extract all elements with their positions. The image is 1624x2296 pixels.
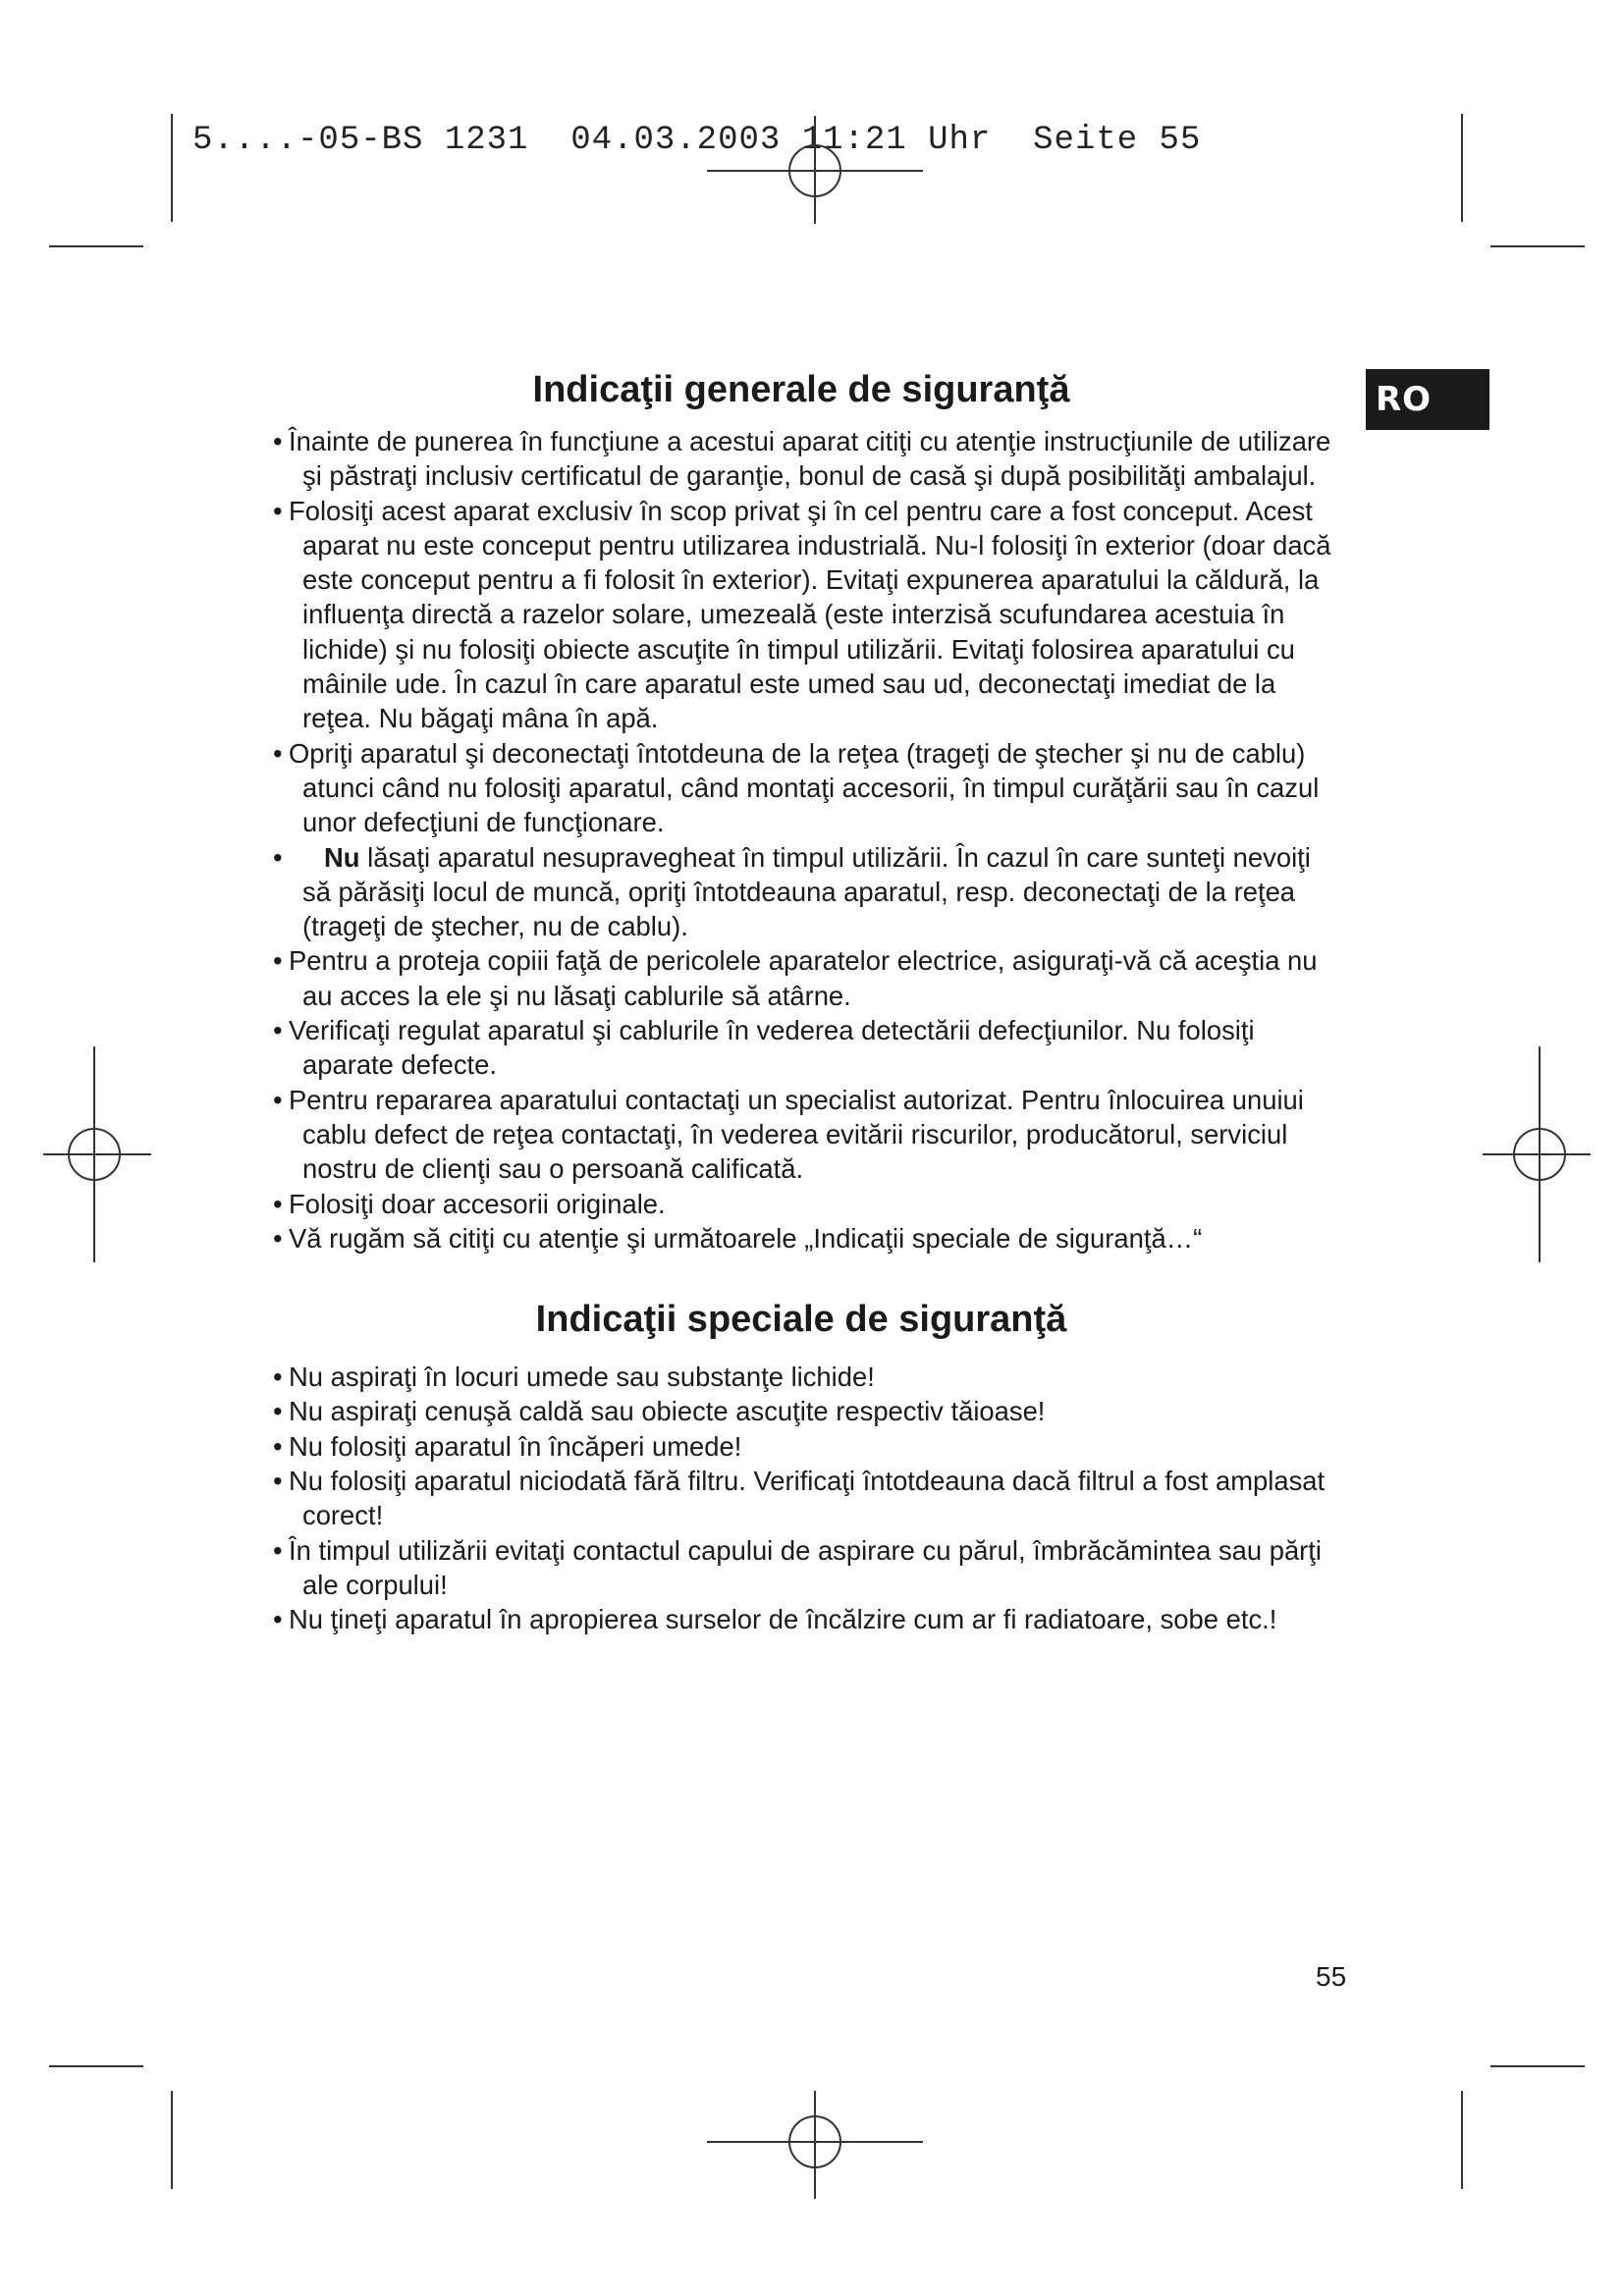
page-number: 55 <box>1316 1961 1347 1992</box>
list-item: • Pentru repararea aparatului contactaţi un specialist autorizat. Pentru înlocuirea unuiui cablu defect de reţea contactaţi, în vederea evitării riscurilor, producătorul, serviciul nostru de clienţi sau o persoană calificată. <box>257 1083 1345 1187</box>
registration-mark-top-icon <box>707 116 923 224</box>
list-item: • Folosiţi acest aparat exclusiv în scop privat şi în cel pentru care a fost conceput. Acest aparat nu este conceput pentru utilizarea industrială. Nu-l folosiţi în exterior (doar dacă este conceput pentru a fi folosit în exterior). Evitaţi expunerea aparatului la căldură, la influenţa directă a razelor solare, umezeală (este interzisă scufundarea acestuia în lichide) şi nu folosiţi obiecte ascuţite în timpul utilizării. Evitaţi folosirea aparatului cu mâinile ude. În cazul în care aparatul este umed sau ud, deconectaţi imediat de la reţea. Nu băgaţi mâna în apă. <box>257 494 1345 736</box>
registration-mark-right-icon <box>1483 1046 1591 1262</box>
crop-mark-bottom-left-horizontal <box>49 2065 143 2067</box>
document-body <box>257 365 1345 1637</box>
section-title-general-safety: Indicaţii generale de siguranţă <box>532 369 1070 410</box>
crop-mark-bottom-right-horizontal <box>1490 2065 1585 2067</box>
crop-mark-top-right-horizontal <box>1490 245 1585 247</box>
list-item: • Verificaţi regulat aparatul şi cablurile în vederea detectării defecţiunilor. Nu folosiţi aparate defecte. <box>257 1013 1345 1083</box>
list-item-text: lăsaţi aparatul nesupravegheat în timpul utilizării. În cazul în care sunteţi nevoiţi să părăsiţi locul de muncă, opriţi întotdeauna aparatul, resp. deconectaţi de la reţea (trageţi de ştecher, nu de cablu). <box>302 841 1311 942</box>
crop-mark-bottom-right-vertical <box>1461 2091 1463 2189</box>
language-tab: RO <box>1366 369 1489 430</box>
list-item: • Nu aspiraţi cenuşă caldă sau obiecte ascuţite respectiv tăioase! <box>257 1394 1345 1428</box>
crop-mark-top-left-vertical <box>171 114 173 222</box>
registration-mark-bottom-icon <box>707 2091 923 2199</box>
list-item: • Nu ţineţi aparatul în apropierea surselor de încălzire cum ar fi radiatoare, sobe etc.! <box>257 1602 1345 1636</box>
section-title-special-safety: Indicaţii speciale de siguranţă <box>535 1299 1067 1341</box>
general-safety-list <box>257 424 1345 1255</box>
list-item <box>257 840 1345 944</box>
bold-prefix: Nu <box>324 841 360 873</box>
list-item: • Nu aspiraţi în locuri umede sau substanţe lichide! <box>257 1360 1345 1394</box>
list-item: • Nu folosiţi aparatul niciodată fără filtru. Verificaţi întotdeauna dacă filtrul a fost amplasat corect! <box>257 1464 1345 1533</box>
list-item: • Nu folosiţi aparatul în încăperi umede! <box>257 1429 1345 1464</box>
list-item: • Pentru a proteja copiii faţă de pericolele aparatelor electrice, asiguraţi-vă că aceştia nu au acces la ele şi nu lăsaţi cablurile să atârne. <box>257 943 1345 1013</box>
crop-mark-top-left-horizontal <box>49 245 143 247</box>
list-item: • Vă rugăm să citiţi cu atenţie şi următoarele „Indicaţii speciale de siguranţă…“ <box>257 1221 1345 1255</box>
special-safety-list <box>257 1360 1345 1636</box>
list-item: • În timpul utilizării evitaţi contactul capului de aspirare cu părul, îmbrăcămintea sau părţi ale corpului! <box>257 1533 1345 1603</box>
registration-mark-left-icon <box>43 1046 151 1262</box>
list-item: • Folosiţi doar accesorii originale. <box>257 1187 1345 1221</box>
crop-mark-bottom-left-vertical <box>171 2091 173 2189</box>
print-slug: 5....-05-BS 1231 04.03.2003 11:21 Uhr Seite 55 <box>192 122 1202 159</box>
crop-mark-top-right-vertical <box>1461 114 1463 222</box>
list-item: • Opriţi aparatul şi deconectaţi întotdeuna de la reţea (trageţi de ştecher şi nu de cablu) atunci când nu folosiţi aparatul, când montaţi accesorii, în timpul curăţării sau în cazul unor defecţiuni de funcţionare. <box>257 736 1345 840</box>
list-item: • Înainte de punerea în funcţiune a acestui aparat citiţi cu atenţie instrucţiunile de utilizare şi păstraţi inclusiv certificatul de garanţie, bonul de casă şi după posibilităţi ambalajul. <box>257 424 1345 494</box>
